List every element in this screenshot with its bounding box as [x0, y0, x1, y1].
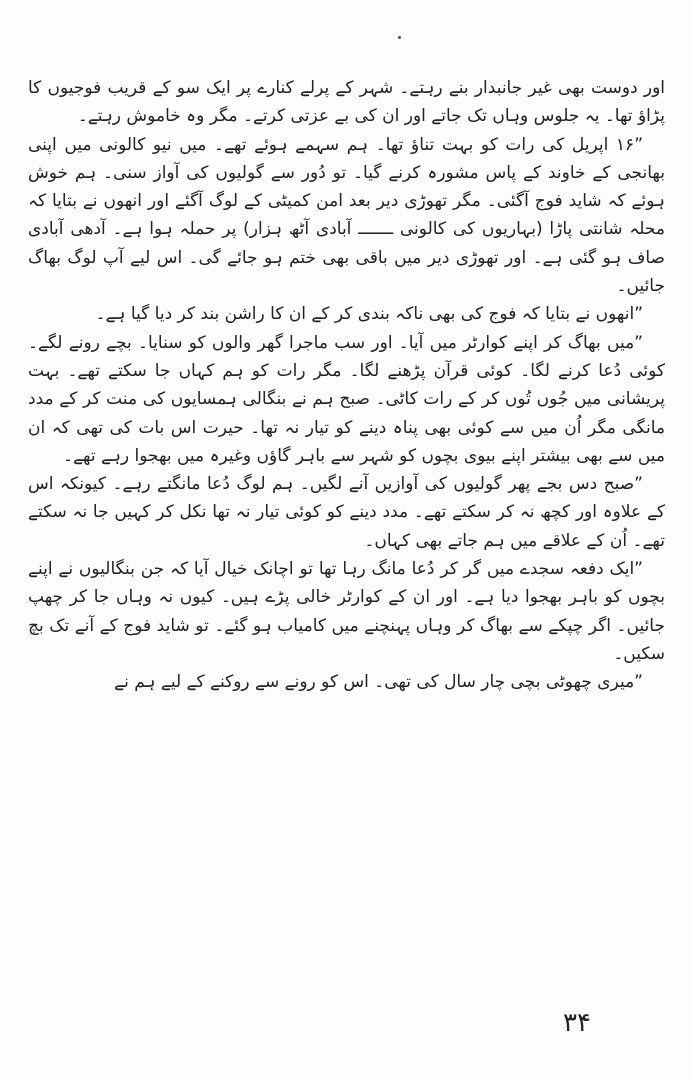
- page-number: ۳۴: [563, 1008, 591, 1038]
- paragraph-2: ”۱۶ اپریل کی رات کو بہت تناؤ تھا۔ ہم سہمے ہوئے تھے۔ میں نیو کالونی میں اپنی بھانجی کے خاوند کے پاس مشورہ کرنے گیا۔ تو دُور سے گولیوں کی آواز سنی۔ ہم خوش ہوئے کہ شاید فوج آگئی۔ مگر تھوڑی دیر بعد امن کمیٹی کے لوگ آگئے اور انھوں نے بتایا کہ محلہ شانتی پاڑا (بہاریوں کی کالونی ـــــــ آبادی آٹھ ہزار) پر حملہ ہوا ہے۔ آدھی آبادی صاف ہو گئی ہے۔ اور تھوڑی دیر میں باقی بھی ختم ہو جائے گی۔ اس لیے آپ لوگ بھاگ جائیں۔: [28, 134, 665, 297]
- ink-dot: [398, 36, 401, 39]
- paragraph-1: اور دوست بھی غیر جانبدار بنے رہتے۔ شہر کے پرلے کنارے پر ایک سو کے قریب فوجیوں کا پڑاؤ تھا۔ یہ جلوس وہاں تک جاتے اور ان کی بے عزتی کرتے۔ مگر وہ خاموش رہتے۔: [28, 78, 665, 127]
- urdu-text-body: [28, 74, 665, 697]
- paragraph-5: ”صبح دس بجے پھر گولیوں کی آوازیں آنے لگیں۔ ہم لوگ دُعا مانگتے رہے۔ کیونکہ اس کے علاوہ اور کچھ نہ کر سکتے تھے۔ مدد دینے کو کوئی تیار نہ تھا نکل کر کہیں جا نہ سکتے تھے۔ اُن کے علاقے میں ہم جاتے بھی کہاں۔: [28, 474, 665, 551]
- paragraph-3: ”انھوں نے بتایا کہ فوج کی بھی ناکہ بندی کر کے ان کا راشن بند کر دیا گیا ہے۔: [95, 304, 643, 325]
- paragraph-7: ”میری چھوٹی بچی چار سال کی تھی۔ اس کو رونے سے روکنے کے لیے ہم نے: [114, 672, 643, 693]
- paragraph-4: ”میں بھاگ کر اپنے کوارٹر میں آیا۔ اور سب ماجرا گھر والوں کو سنایا۔ بچے رونے لگے۔ کوئی دُعا کرنے لگا۔ کوئی قرآن پڑھنے لگا۔ مگر رات کو ہم کہاں جا سکتے تھے۔ بہت پریشانی میں جُوں تُوں کر کے رات کاٹی۔ صبح ہم نے بنگالی ہمسایوں کی منت کر کے مدد مانگی مگر اُن میں سے کوئی بھی پناہ دینے کو تیار نہ تھا۔ حیرت اس بات کی تھی کہ ان میں سے بھی بیشتر اپنے بیوی بچوں کو شہر سے باہر گاؤں وغیرہ میں بھجوا رہے تھے۔: [28, 332, 665, 466]
- paragraph-6: ”ایک دفعہ سجدے میں گر کر دُعا مانگ رہا تھا تو اچانک خیال آیا کہ جن بنگالیوں نے اپنے بچوں کو باہر بھجوا دیا ہے۔ اور ان کے کوارٹر خالی پڑے ہیں۔ کیوں نہ وہاں جا کر چھپ جائیں۔ اگر چپکے سے بھاگ کر وہاں پہنچنے میں کامیاب ہو گئے۔ تو شاید فوج کے آنے تک بچ سکیں۔: [28, 559, 665, 664]
